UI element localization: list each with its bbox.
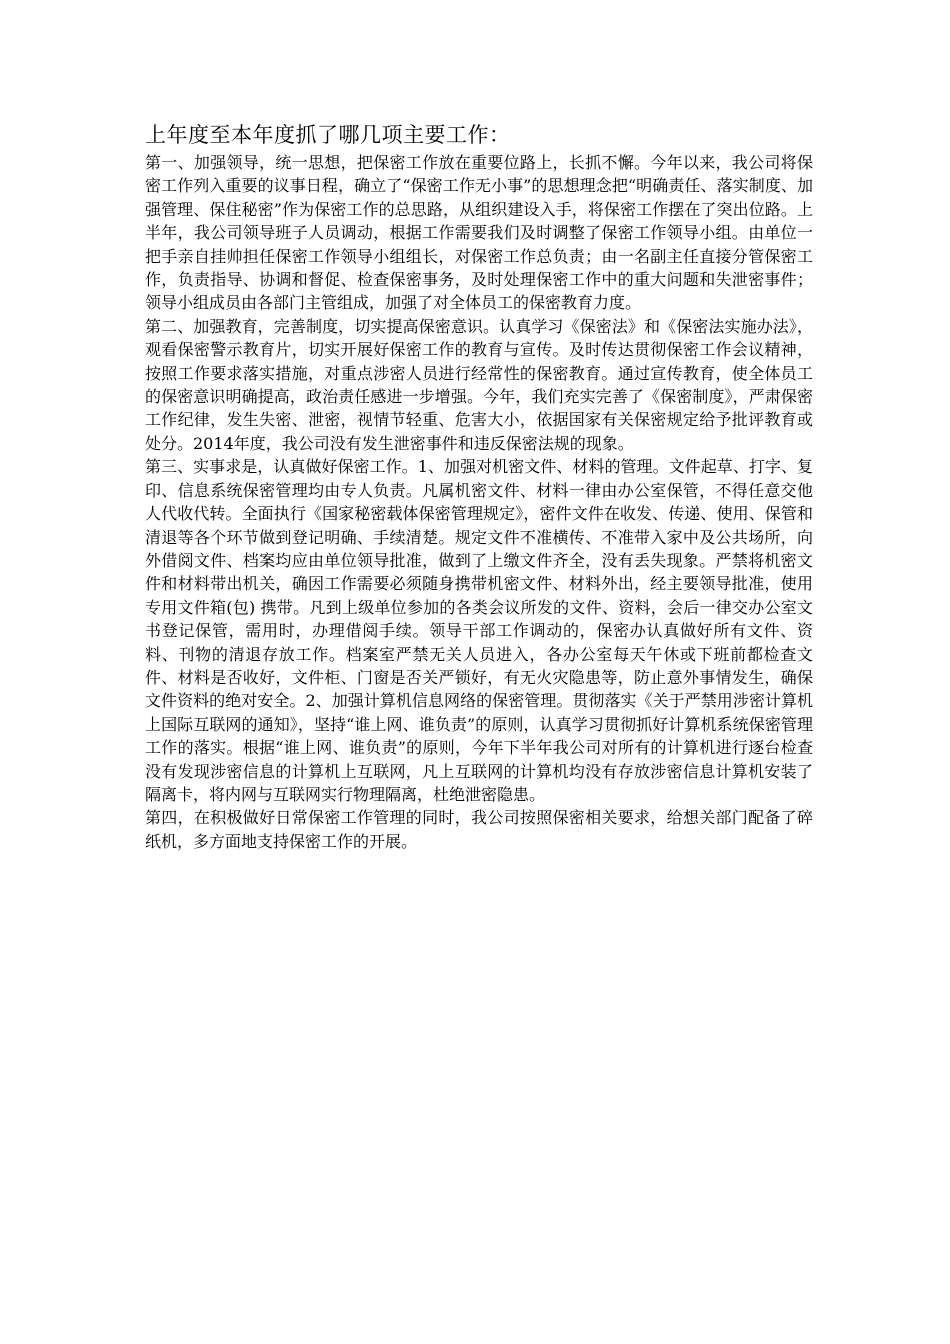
paragraph-practical-work: 第三、实事求是，认真做好保密工作。1、加强对机密文件、材料的管理。文件起草、打字、复印、信息系统保密管理均由专人负责。凡属机密文件、材料一律由办公室保管，不得任意交他人代收代转。全面执行《国家秘密载体保密管理规定》，密件文件在收发、传递、使用、保管和清退等各个环节做到登记明确、手续清楚。规定文件不准横传、不准带入家中及公共场所，向外借阅文件、档案均应由单位领导批准，做到了上缴文件齐全，没有丢失现象。严禁将机密文件和材料带出机关，确因工作需要必须随身携带机密文件、材料外出，经主要领导批准，使用专用文件箱(包) 携带。凡到上级单位参加的各类会议所发的文件、资料，会后一律交办公室文书登记保管，需用时，办理借阅手续。领导干部工作调动的，保密办认真做好所有文件、资料、刊物的清退存放工作。档案室严禁无关人员进入，各办公室每天午休或下班前都检查文件、材料是否收好，文件柜、门窗是否关严锁好，有无火灾隐患等，防止意外事情发生，确保文件资料的绝对安全。2、加强计算机信息网络的保密管理。贯彻落实《关于严禁用涉密计算机上国际互联网的通知》，坚持“谁上网、谁负责”的原则，认真学习贯彻抓好计算机系统保密管理工作的落实。根据“谁上网、谁负责”的原则，今年下半年我公司对所有的计算机进行逐台检查没有发现涉密信息的计算机上互联网，凡上互联网的计算机均没有存放涉密信息计算机安装了隔离卡，将内网与互联网实行物理隔离，杜绝泄密隐患。 — [145, 457, 813, 804]
document-title: 上年度至本年度抓了哪几项主要工作： — [145, 123, 511, 147]
paragraph-daily-management: 第四，在积极做好日常保密工作管理的同时，我公司按照保密相关要求，给想关部门配备了碎纸机，多方面地支持保密工作的开展。 — [145, 808, 813, 851]
paragraph-leadership: 第一、加强领导，统一思想，把保密工作放在重要位路上，长抓不懈。今年以来，我公司将保密工作列入重要的议事日程，确立了“保密工作无小事”的思想理念把“明确责任、落实制度、加强管理、保住秘密”作为保密工作的总思路，从组织建设入手，将保密工作摆在了突出位路。上半年，我公司领导班子人员调动，根据工作需要我们及时调整了保密工作领导小组。由单位一把手亲自挂帅担任保密工作领导小组组长，对保密工作总负责；由一名副主任直接分管保密工作，负责指导、协调和督促、检查保密事务，及时处理保密工作中的重大问题和失泄密事件；领导小组成员由各部门主管组成，加强了对全体员工的保密教育力度。 — [145, 153, 813, 313]
paragraph-education: 第二、加强教育，完善制度，切实提高保密意识。认真学习《保密法》和《保密法实施办法》，观看保密警示教育片，切实开展好保密工作的教育与宣传。及时传达贯彻保密工作会议精神，按照工作要求落实措施，对重点涉密人员进行经常性的保密教育。通过宣传教育，使全体员工的保密意识明确提高，政治责任感进一步增强。今年，我们充实完善了《保密制度》，严肃保密工作纪律，发生失密、泄密，视情节轻重、危害大小，依据国家有关保密规定给予批评教育或处分。2014年度，我公司没有发生泄密事件和违反保密法规的现象。 — [145, 316, 813, 453]
document-page — [145, 120, 813, 853]
